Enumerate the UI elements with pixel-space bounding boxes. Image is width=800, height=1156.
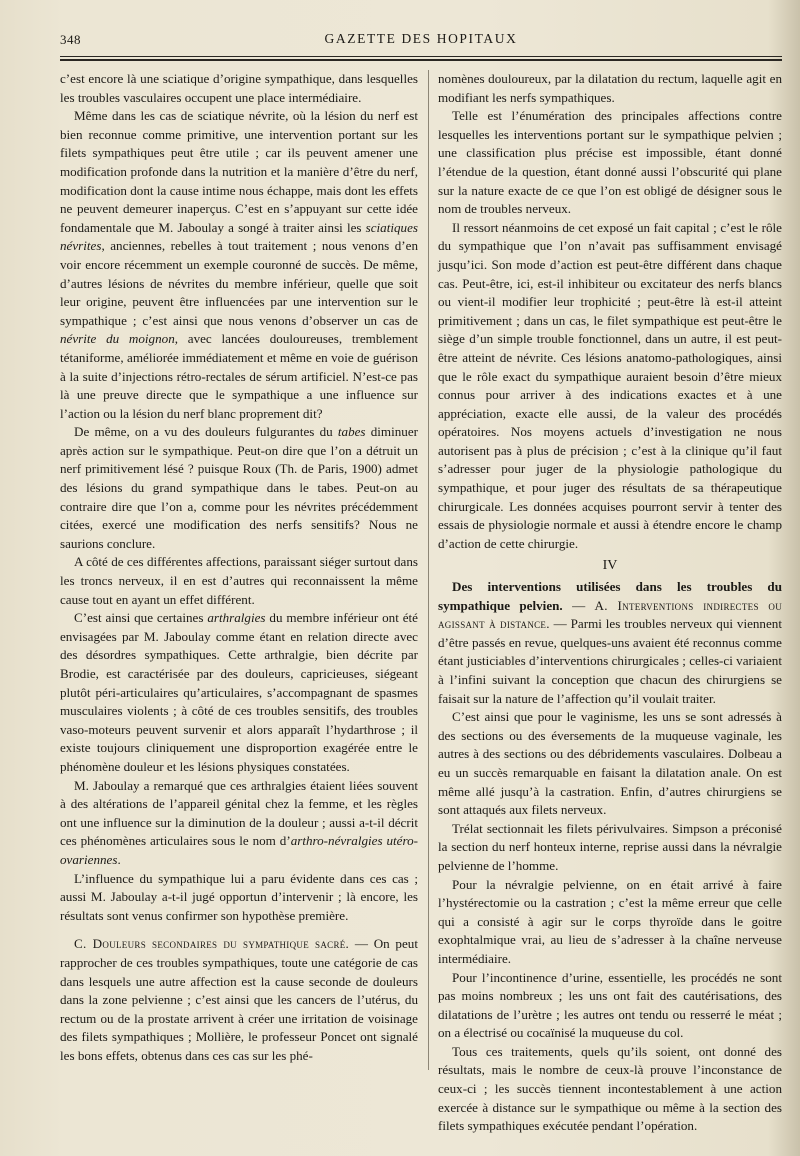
italic-term: sciatiques névrites [60, 219, 418, 254]
paragraph: nomènes douloureux, par la dilatation du rectum, laquelle agit en modifiant les nerfs sympathiques. [438, 71, 782, 105]
italic-term: névrite du moignon [60, 331, 175, 347]
text-run: . [117, 851, 121, 867]
page-number: 348 [60, 32, 81, 47]
header-rule-thick [60, 59, 782, 61]
column-divider [428, 70, 429, 1070]
paragraph: Telle est l’énumération des principales affections contre lesquelles les interventions portant sur le sympathique pelvien ; une classification plus précise est impossible, étant donné l’étendue de la question, étant donné aussi l’obscurité qui plane sur la nature exacte de ce que l’on est obligé de désigner sous le nom de troubles nerveux. [438, 108, 782, 217]
running-title: GAZETTE DES HOPITAUX [324, 31, 518, 46]
paragraph [60, 777, 418, 870]
text-run: diminuer après action sur le sympathique. Peut-on dire que l’on a détruit un nerf primitivement lésé ? puisque Roux (Th. de Paris, 1900) admet des lésions du grand sympathique dans le tabes. Peut-on au contraire dire que l’on a, comme pour les névrites précédemment citées, exercé une modification des nerfs sensitifs? Nous ne saurions conclure. [60, 424, 419, 551]
paragraph [60, 935, 418, 1065]
section-heading-text: Des interventions utilisées dans les troubles du sympathique pelvien. [438, 579, 782, 613]
section-number: IV [602, 558, 618, 574]
paragraph: Il ressort néanmoins de cet exposé un fait capital ; c’est le rôle du sympathique que l’on n’avait pas suffisamment envisagé jusqu’ici. Son mode d’action est peut-être différent dans chaque cas. Peut-être, ici, est-il inhibiteur ou excitateur des nerfs blancs ou vient-il modifier leur trophicité ; peut-être là est-il atteint primitivement ; dans un cas, le filet sympathique est peut-être le siège d’un simple trouble fonctionnel, dans un autre, il est peut-être atteint de névrite. Ces lésions anatomo-pathologiques, ainsi que le rôle exact du sympathique auraient besoin d’être mieux connus pour arriver à des indications exactes et à une appréciation, exacte elle aussi, de la valeur des procédés opératoires. Nos moyens actuels d’investigation ne nous autorisent pas à plus de précision ; c’est à la clinique qu’il faut s’adresser pour juger de la physiologie pathologique du sympathique, et pour juger des résultats de sa thérapeutique chirurgicale. Les données acquises pourront servir à tenter des essais de physiologie normale et aussi à étendre encore le champ d’action de cette chirurgie. [438, 219, 782, 551]
text-run: — [562, 597, 595, 613]
text-run: du membre inférieur ont été envisagées par M. Jaboulay comme étant en relation directe avec des désordres sympathiques. Cette arthralgie, bien décrite par Brodie, est caractérisée par des douleurs, capricieuses, siégeant plutôt péri-articulaires qu’articulaires, s’accompagnant de spasmes musculaires violents ; à côté de ces troubles sensitifs, des troubles vaso-moteurs peuvent survenir et alors apparaît l’hydarthrose ; il existe toujours cliniquement une disproportion exagérée entre le phénomène douleur et les lésions physiques constatées. [60, 610, 418, 774]
italic-term: arthro-névralgies utéro-ovariennes [60, 833, 418, 867]
paragraph: C’est ainsi que pour le vaginisme, les uns se sont adressés à des sections ou des éversements de la muqueuse vaginale, les autres à des sections ou des débridements vasculaires. Dolbeau a eu un succès remarquable en faisant la dilatation anale. On est même allé jusqu’à la castration. Enfin, d’autres chirurgiens se sont attaqués aux filets nerveux. [438, 709, 782, 818]
paragraph: Pour l’incontinence d’urine, essentielle, les procédés ne sont pas moins nombreux ; les uns ont fait des cautérisations, des dilatations de l’urètre ; les autres ont tendu ou resserré le méat ; on a électrisé ou cocaïnisé la muqueuse du col. [438, 969, 782, 1041]
paragraph: L’influence du sympathique lui a paru évidente dans ces cas ; aussi M. Jaboulay a-t-il jugé opportun d’intervenir ; là encore, les résultats sont venus confirmer son hypothèse première. [60, 870, 418, 923]
text-run: M. Jaboulay a remarqué que ces arthralgies étaient liées souvent à des altérations de l’appareil génital chez la femme, et les règles ont une influence sur la diminution de la douleur ; aussi a-t-il décrit ces phénomènes articulaires sous le nom d’ [60, 777, 418, 849]
paragraph: Pour la névralgie pelvienne, on en était arrivé à faire l’hystérectomie ou la castration ; c’est la même erreur que celle qui a consisté à agir sur le corps thyroïde dans le goitre exophtalmique vrai, au lieu de s’adresser à la chaîne nerveuse intermédiaire. [438, 876, 782, 966]
text-run: — On peut rapprocher de ces troubles sympathiques, toute une catégorie de cas dans lesquels une autre affection est la cause seconde de douleurs dans la zone pelvienne ; c’est ainsi que les cancers de l’utérus, du rectum ou de la prostate arrivent à créer une irritation de voisinage des filets sympathiques ; Mollière, le professeur Poncet ont signalé les bons effets, obtenus dans ces cas sur les phé- [60, 936, 418, 1063]
paragraph: Tous ces traitements, quels qu’ils soient, ont donné des résultats, mais le nombre de ceux-là prouve l’inconstance de ceux-ci ; les succès tiennent incontestablement à une action exercée à distance sur le sympathique ou même à la section des filets sympathiques exécutée pendant l’opération. [438, 1043, 782, 1134]
text-run: , avec lancées douloureuses, tremblement tétaniforme, améliorée immédiatement et même en voie de guérison à la suite d’injections rétro-rectales de sérum artificiel. N’est-ce pas là une preuve directe que le sympathique a une influence sur l’action ou la lésion du nerf blanc proprement dit? [60, 331, 418, 421]
paragraph: c’est encore là une sciatique d’origine sympathique, dans lesquelles les troubles vasculaires occupent une place intermédiaire. [60, 71, 418, 105]
paragraph [60, 609, 418, 776]
text-run: , anciennes, rebelles à tout traitement ; nous venons d’en voir encore récemment un exemple couronné de succès. De même, d’autres lésions de névrites du membre inférieur, quelle que soit leur origine, peuvent être influencées par une intervention sur le sympathique ; c’est ainsi que nous venons d’observer un cas de [60, 238, 418, 328]
paragraph [60, 107, 418, 423]
subsection-lead: C. Douleurs secondaires du sympathique sacré. [74, 936, 350, 952]
text-run: — Parmi les troubles nerveux qui viennent d’être passés en revue, quelques-uns avaient été reconnus comme étant justiciables d’interventions chirurgicales ; celles-ci variaient à l’infini suivant la conception que chacun des chirurgiens se faisait sur la nature de l’affection qu’il voulait traiter. [438, 616, 782, 706]
paragraph [438, 578, 782, 708]
page-header [60, 28, 782, 50]
italic-term: tabes [337, 424, 366, 440]
paragraph [60, 423, 418, 553]
left-column [60, 70, 418, 1065]
text-run: C’est ainsi que certaines [74, 610, 208, 626]
paragraph: Trélat sectionnait les filets périvulvaires. Simpson a préconisé la section du nerf honteux interne, reprise aussi dans la névralgie pelvienne de l’homme. [438, 820, 782, 873]
italic-term: arthralgies [207, 610, 266, 626]
paragraph: A côté de ces différentes affections, paraissant siéger surtout dans les troncs nerveux, il en est d’autres qui reconnaissent la même cause tout en ayant un effet différent. [60, 554, 418, 607]
text-run: Même dans les cas de sciatique névrite, où la lésion du nerf est bien reconnue comme primitive, une intervention portant sur les filets sympathiques peut être utile ; car ils peuvent amener une modification profonde dans la nutrition et la manière d’être du nerf, modification dont la cause intime nous échappe, mais dont les effets ne peuvent demeurer inaperçus. C’est en s’appuyant sur cette idée fondamentale que M. Jaboulay a songé à traiter ainsi les [60, 108, 418, 235]
right-column [438, 70, 782, 1136]
subsection-lead: A. Interventions indirectes ou agissant à distance. [438, 597, 783, 632]
text-run: De même, on a vu des douleurs fulgurantes du [74, 424, 338, 440]
header-rule-thin [60, 56, 782, 57]
